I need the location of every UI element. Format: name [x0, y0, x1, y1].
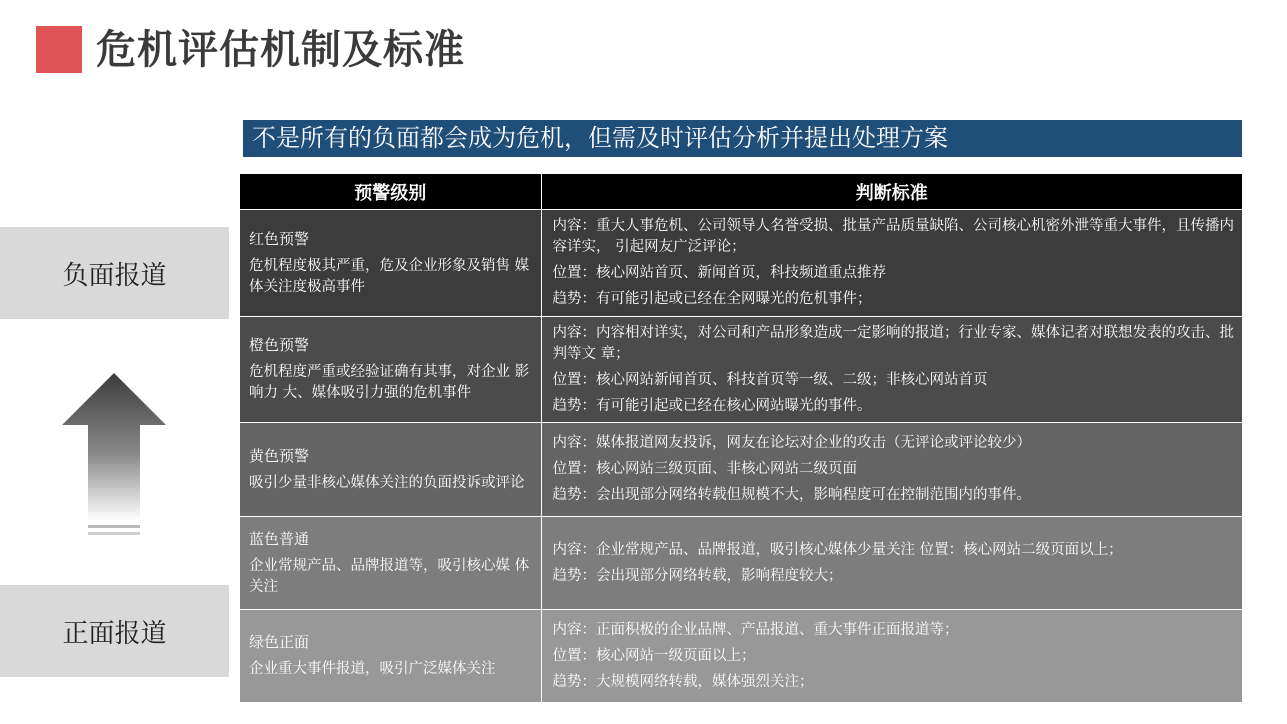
header-warning-level: 预警级别	[240, 174, 541, 210]
title-accent-block	[36, 26, 82, 73]
criteria-position: 位置：核心网站新闻首页、科技首页等一级、二级；非核心网站首页	[552, 371, 988, 388]
table-row	[240, 517, 1242, 610]
level-name: 橙色预警	[249, 336, 310, 354]
criteria-content: 内容：重大人事危机、公司领导人名誉受损、批量产品质量缺陷、公司核心机密外泄等重大事件，且传播内容详实， 引起网友广泛评论；	[552, 218, 1234, 255]
level-description: 企业常规产品、品牌报道等，吸引核心媒 体关注	[249, 557, 530, 595]
level-description: 危机程度严重或经验证确有其事，对企业 影响力 大、媒体吸引力强的危机事件	[249, 364, 530, 401]
criteria-cell	[541, 210, 1242, 317]
level-cell	[240, 210, 541, 317]
table-row	[240, 610, 1242, 703]
up-arrow-icon	[62, 373, 166, 539]
level-description: 企业重大事件报道，吸引广泛媒体关注	[249, 661, 496, 677]
warning-level-table	[240, 174, 1242, 702]
criteria-trend: 趋势：会出现部分网络转载但规模不大，影响程度可在控制范围内的事件。	[552, 487, 1031, 503]
level-description: 危机程度极其严重，危及企业形象及销售 媒体关注度极高事件	[249, 257, 530, 295]
criteria-content: 内容：正面积极的企业品牌、产品报道、重大事件正面报道等；	[552, 621, 959, 638]
criteria-position: 位置：核心网站一级页面以上；	[552, 647, 756, 664]
level-name: 蓝色普通	[249, 529, 310, 548]
criteria-cell	[541, 317, 1242, 423]
criteria-position: 位置：核心网站首页、新闻首页，科技频道重点推荐	[552, 265, 886, 281]
level-name: 黄色预警	[249, 446, 310, 465]
table-row	[240, 423, 1242, 517]
level-cell	[240, 423, 541, 517]
criteria-trend: 趋势：会出现部分网络转载，影响程度较大；	[552, 567, 843, 584]
criteria-trend: 趋势：有可能引起或已经在全网曝光的危机事件；	[552, 291, 872, 307]
level-name: 红色预警	[249, 229, 310, 248]
positive-report-label: 正面报道	[0, 585, 229, 677]
criteria-cell	[541, 423, 1242, 517]
table-row	[240, 210, 1242, 317]
level-description: 吸引少量非核心媒体关注的负面投诉或评论	[249, 474, 525, 491]
level-name: 绿色正面	[249, 633, 310, 651]
criteria-cell	[541, 610, 1242, 703]
criteria-trend: 趋势：大规模网络转载，媒体强烈关注；	[552, 673, 814, 690]
criteria-position: 位置：核心网站三级页面、非核心网站二级页面	[552, 461, 857, 477]
header-criteria: 判断标准	[541, 174, 1242, 210]
criteria-content: 内容：企业常规产品、品牌报道，吸引核心媒体少量关注 位置：核心网站二级页面以上；	[552, 541, 1123, 558]
criteria-content: 内容：媒体报道网友投诉，网友在论坛对企业的攻击（无评论或评论较少）	[552, 435, 1031, 451]
level-cell	[240, 517, 541, 610]
criteria-cell	[541, 517, 1242, 610]
level-cell	[240, 610, 541, 703]
level-cell	[240, 317, 541, 423]
criteria-trend: 趋势：有可能引起或已经在核心网站曝光的事件。	[552, 397, 872, 414]
criteria-content: 内容：内容相对详实，对公司和产品形象造成一定影响的报道；行业专家、媒体记者对联想发表的攻击、批判等文 章；	[552, 324, 1234, 362]
subtitle-banner: 不是所有的负面都会成为危机，但需及时评估分析并提出处理方案	[243, 120, 1242, 157]
negative-report-label: 负面报道	[0, 227, 229, 319]
table-row	[240, 317, 1242, 423]
page-title: 危机评估机制及标准	[96, 27, 465, 73]
